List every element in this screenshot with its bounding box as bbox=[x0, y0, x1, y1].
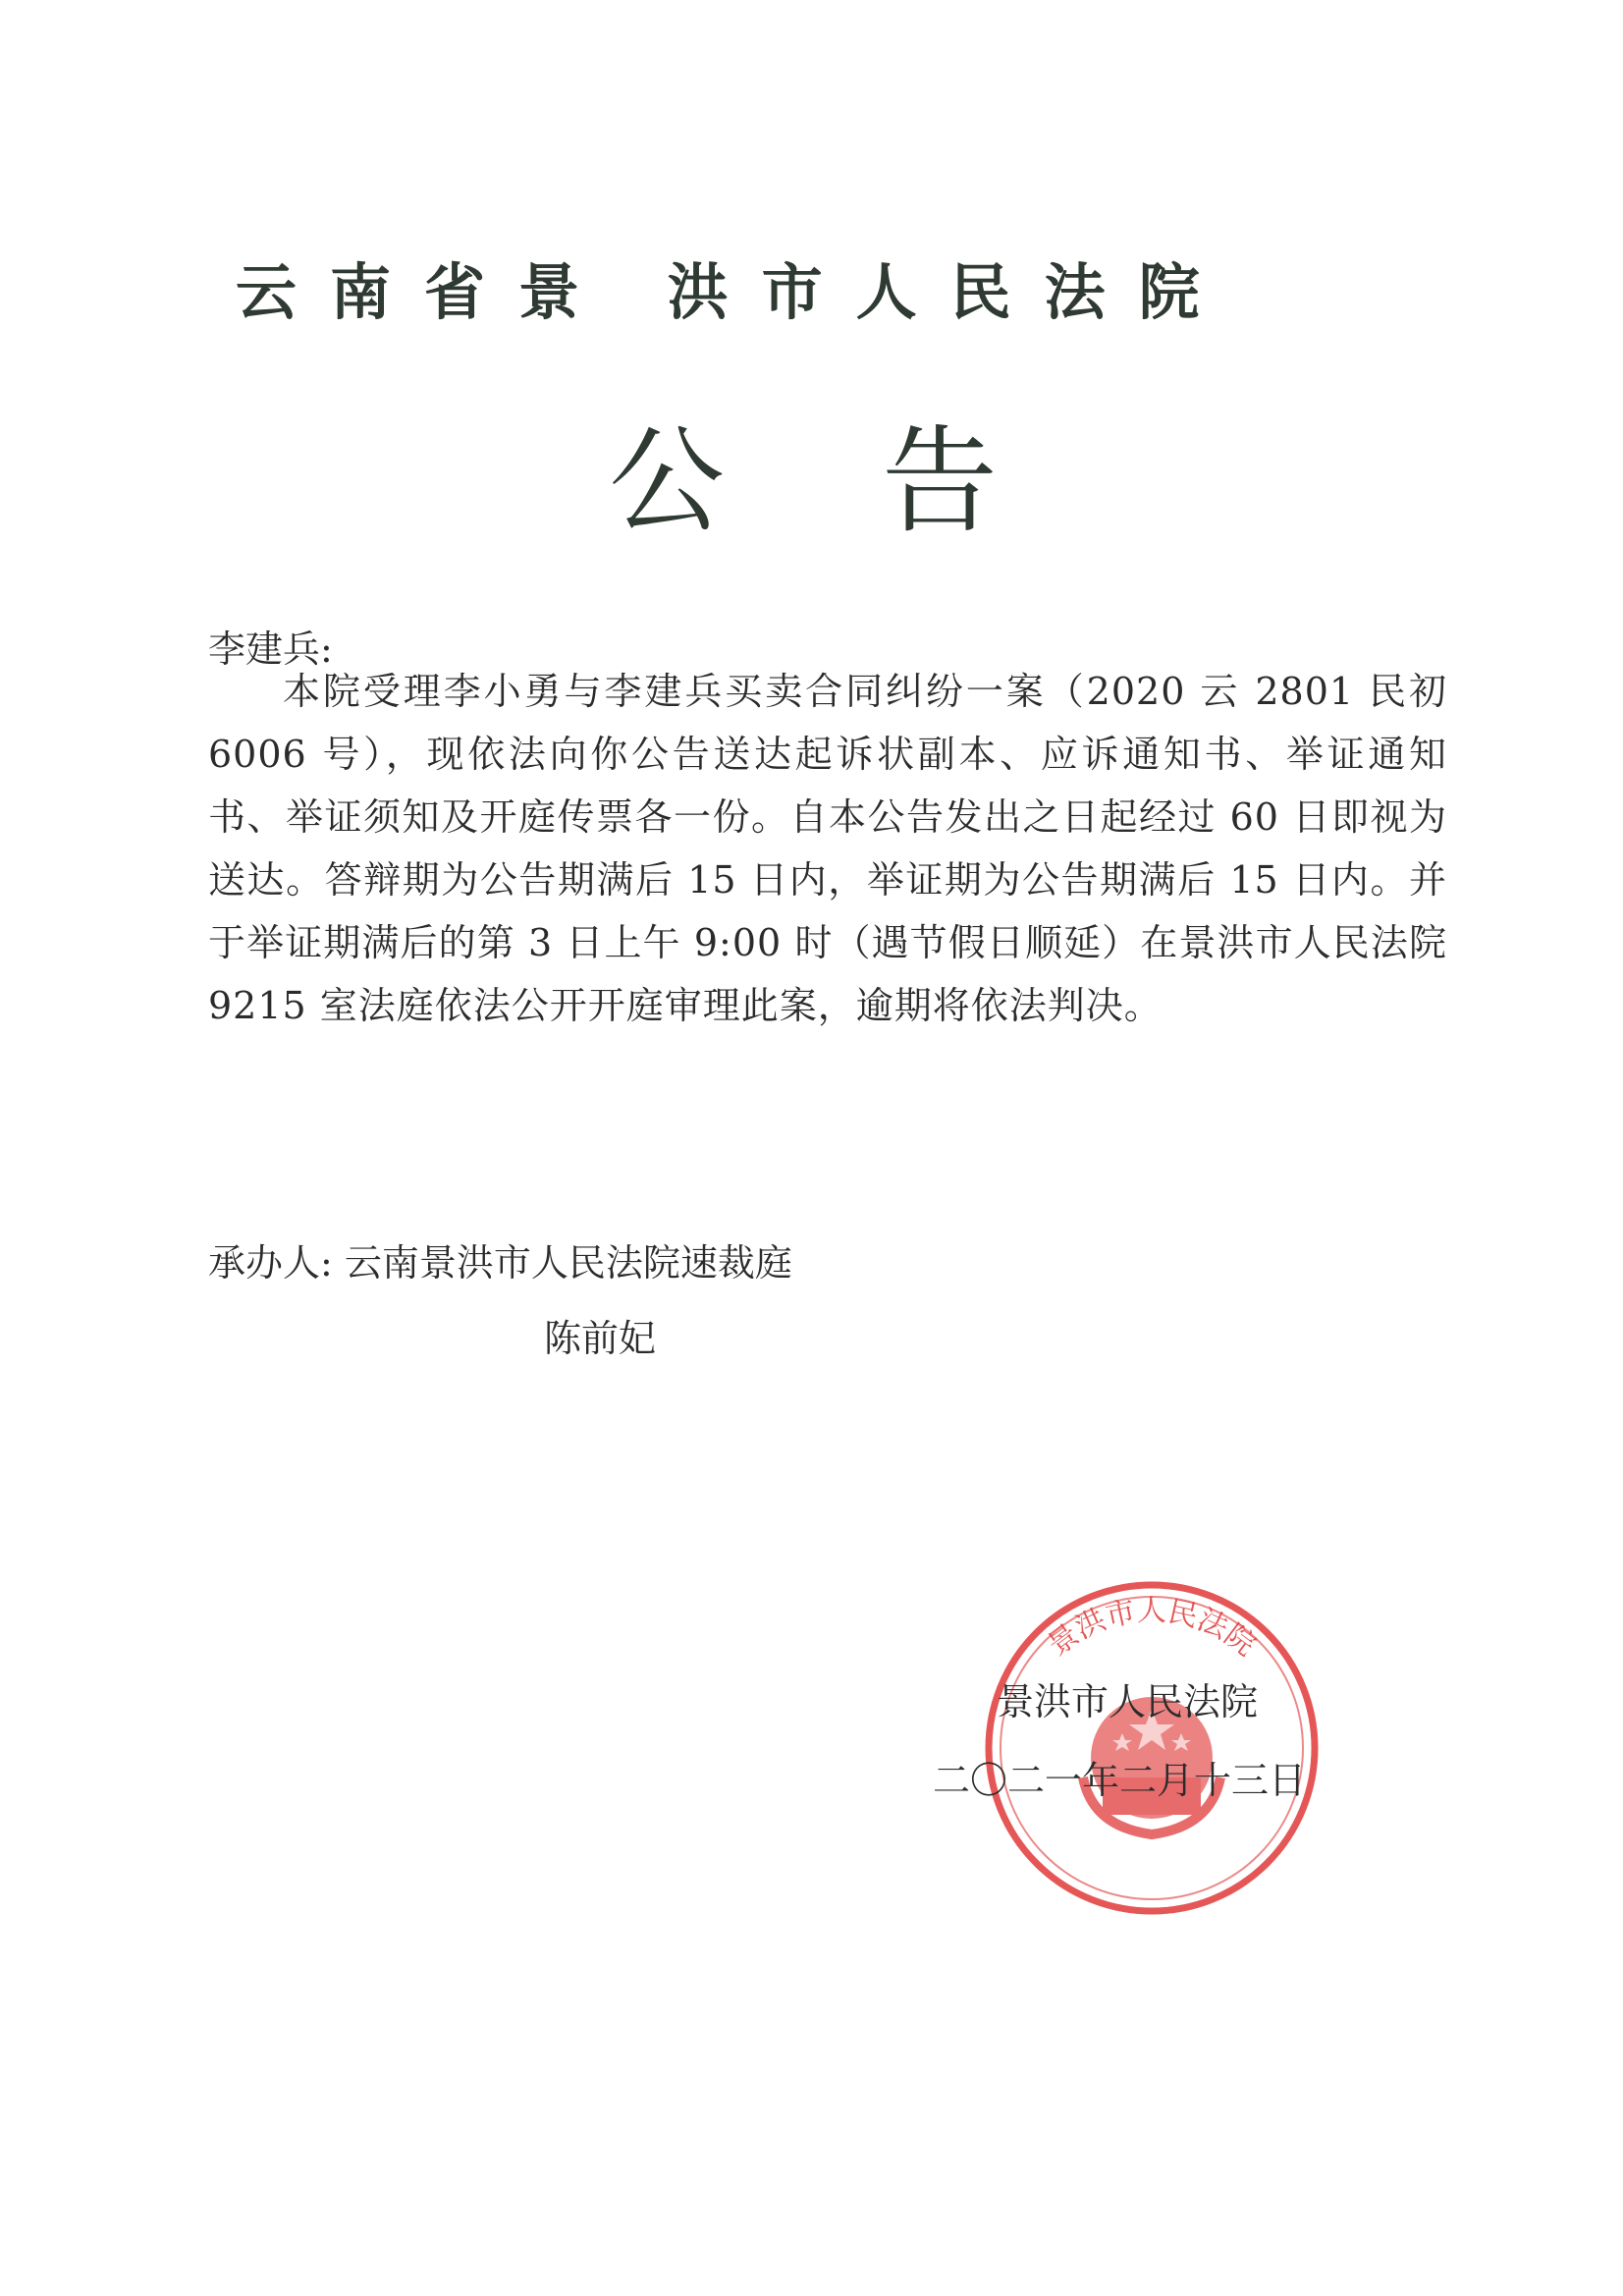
signature-date: 二〇二一年二月十三日 bbox=[933, 1759, 1307, 1802]
notice-title: 公告 bbox=[609, 413, 1156, 549]
seal-arc-text: 景洪市人民法院 bbox=[1041, 1594, 1263, 1664]
court-name-heading: 云南省景 洪市人民法院 bbox=[236, 256, 1233, 328]
notice-body: 本院受理李小勇与李建兵买卖合同纠纷一案（2020 云 2801 民初 6006 号），现依法向你公告送达起诉状副本、应诉通知书、举证通知书、举证须知及开庭传票各一份。自本公告发出之日起经过 60 日即视为送达。答辩期为公告期满后 15 日内，举证期为公告期满后 15 日内。并于举证期满后的第 3 日上午 9:00 时（遇节假日顺延）在景洪市人民法院 9215 室法庭依法公开开庭审理此案，逾期将依法判决。 bbox=[208, 670, 1447, 1027]
handler-name: 陈前妃 bbox=[544, 1317, 657, 1360]
court-seal bbox=[975, 1571, 1328, 1925]
signature-court: 景洪市人民法院 bbox=[997, 1680, 1259, 1723]
addressee: 李建兵: bbox=[208, 628, 333, 671]
handler-line: 承办人: 云南景洪市人民法院速裁庭 bbox=[208, 1241, 792, 1285]
